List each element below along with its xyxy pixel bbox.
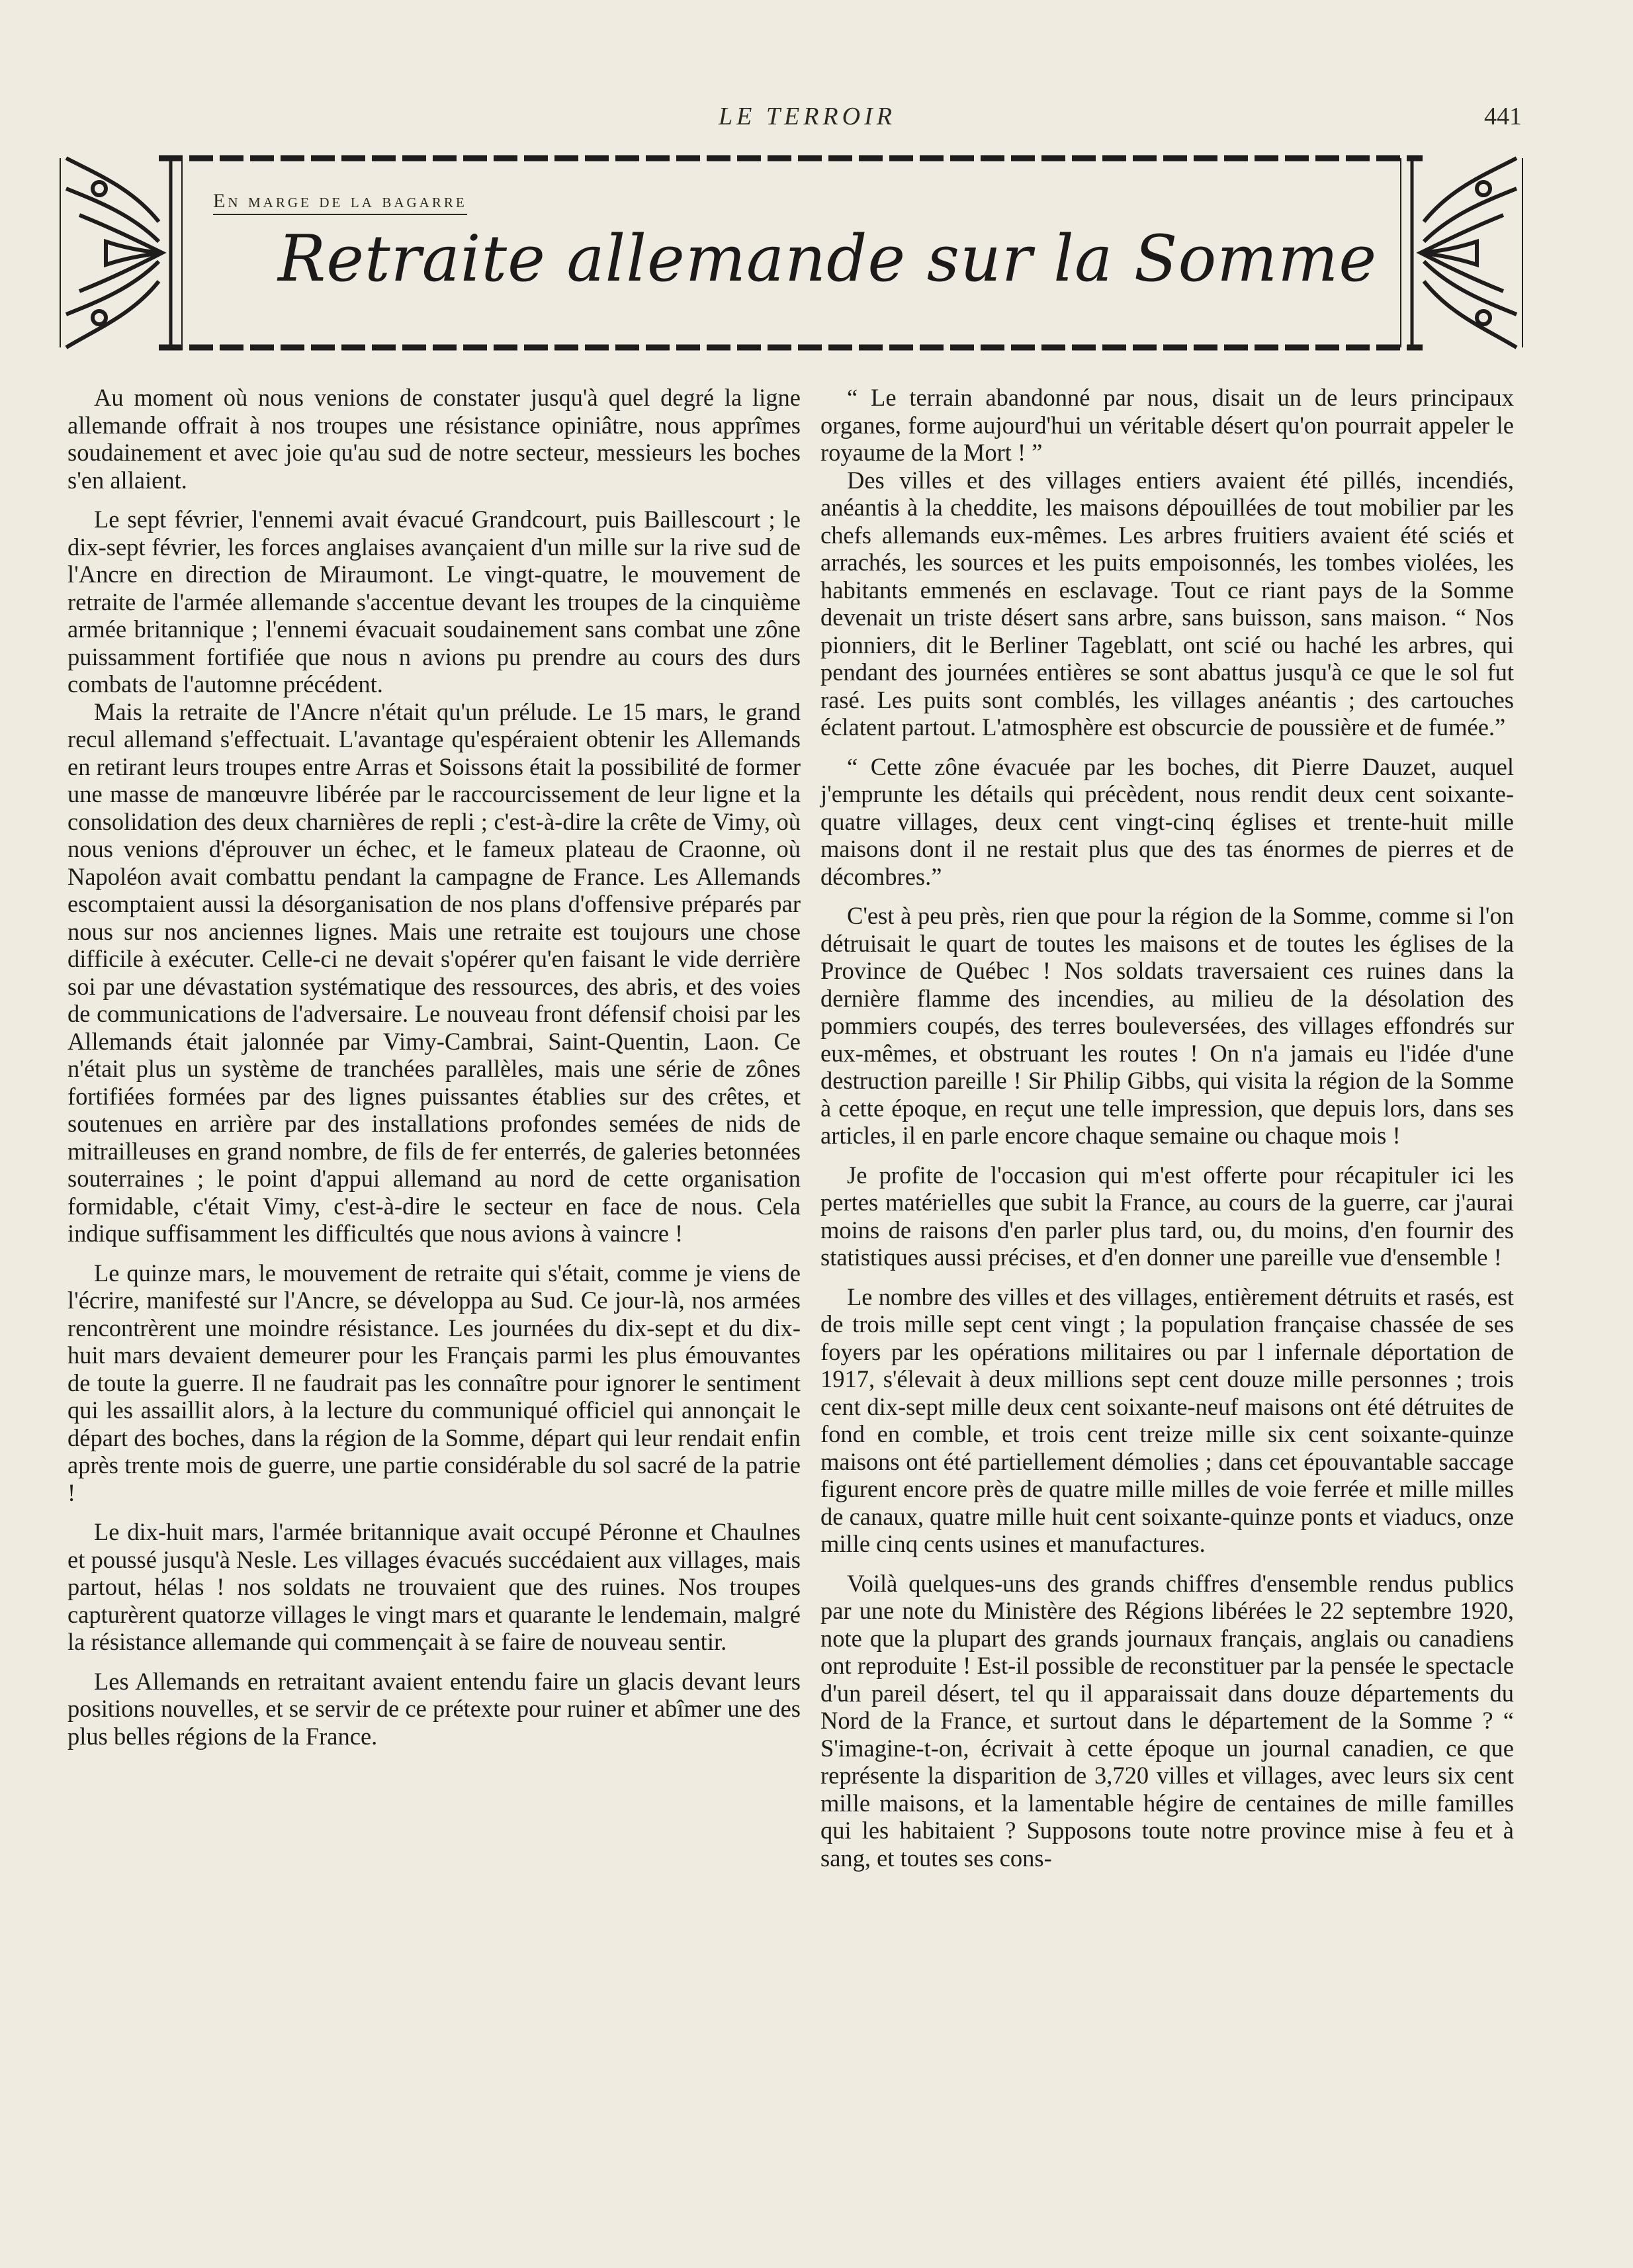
- paragraph: C'est à peu près, rien que pour la région de la Somme, comme si l'on détruisait le quart de toutes les maisons et de toutes les églises de la Province de Québec ! Nos soldats traversaient ces ruines dans la dernière flamme des incendies, au milieu de la désolation des pommiers coupés, des terres bouleversées, des villages effondrés sur eux-mêmes, et obstruant les routes ! On n'a jamais eu l'idée d'une destruction pareille ! Sir Philip Gibbs, qui visita la région de la Somme à cette époque, en reçut une telle impression, que depuis lors, dans ses articles, il en parle encore chaque semaine ou chaque mois !: [820, 902, 1514, 1149]
- running-title: LE TERROIR: [719, 103, 896, 130]
- paragraph: “ Cette zône évacuée par les boches, dit Pierre Dauzet, auquel j'emprunte les détails qui précèdent, nous rendit deux cent soixante-quatre villages, deux cent vingt-cinq églises et trente-huit mille maisons dont il ne restait plus que des tas énormes de pierres et de décombres.”: [820, 752, 1514, 890]
- paragraph: Le quinze mars, le mouvement de retraite qui s'était, comme je viens de l'écrire, manifesté sur l'Ancre, se développa au Sud. Ce jour-là, nos armées rencontrèrent une moindre résistance. Les journées du dix-sept et du dix-huit mars devaient demeurer pour les Français parmi les plus émouvantes de toute la guerre. Il ne faudrait pas les connaître pour ignorer le sentiment qui les assaillit alors, à la lecture du communiqué officiel qui annonçait le départ des boches, dans la région de la Somme, départ qui leur rendait enfin après trente mois de guerre, une partie considérable du sol sacré de la patrie !: [67, 1259, 801, 1506]
- paragraph: Mais la retraite de l'Ancre n'était qu'un prélude. Le 15 mars, le grand recul allemand s'effectuait. L'avantage qu'espéraient obtenir les Allemands en retirant leurs troupes entre Arras et Soissons était la possibilité de former une masse de manœuvre libérée par le raccourcissement de leur ligne et la consolidation des deux charnières de repli ; c'est-à-dire la crête de Vimy, où nous venions d'éprouver un échec, et le fameux plateau de Craonne, où Napoléon avait combattu pendant la campagne de France. Les Allemands escomptaient aussi la désorganisation de nos plans d'offensive préparés par nous sur nos anciennes lignes. Mais une retraite est toujours une chose difficile à exécuter. Celle-ci ne devait s'opérer qu'en faisant le vide derrière soi par une dévastation systématique des ressources, des abris, et des voies de communications de l'adversaire. Le nouveau front défensif choisi par les Allemands était jalonnée par Vimy-Cambrai, Saint-Quentin, Laon. Ce n'était plus un système de tranchées parallèles, mais une série de zônes fortifiées formées par des lignes puissantes établies sur des crêtes, et soutenues en arrière par des installations profondes semées de nids de mitrailleuses en grand nombre, de fils de fer enterrés, de galeries betonnées souterraines ; le point d'appui allemand au nord de cette organisation formidable, c'était Vimy, c'est-à-dire le secteur en face de nous. Cela indique suffisamment les difficultés que nous avions à vaincre !: [67, 698, 801, 1247]
- left-column: [67, 384, 801, 1762]
- paragraph: Des villes et des villages entiers avaient été pillés, incendiés, anéantis à la cheddite, les maisons dépouillées de tout mobilier par les chefs allemands eux-mêmes. Les arbres fruitiers avaient été sciés et arrachés, les sources et les puits empoisonnés, les tombes violées, les habitants emmenés en esclavage. Tout ce riant pays de la Somme devenait un triste désert sans arbre, sans buisson, sans maison. “ Nos pionniers, dit le Berliner Tageblatt, ont scié ou haché les arbres, qui pendant des journées entières se sont abattus jusqu'à ce que le sol fut rasé. Les puits sont comblés, les villages anéantis ; des cartouches éclatent partout. L'atmosphère est obscurcie de poussière et de fumée.”: [820, 466, 1514, 741]
- paragraph: Le nombre des villes et des villages, entièrement détruits et rasés, est de trois mille sept cent vingt ; la population française chassée de ses foyers par les opérations militaires ou par l infernale déportation de 1917, s'élevait à deux millions sept cent douze mille personnes ; trois cent dix-sept mille deux cent soixante-neuf maisons ont été détruites de fond en comble, et trois cent treize mille six cent soixante-quinze maisons ont été partiellement démolies ; dans cet épouvantable saccage figurent encore près de quatre mille milles de voie ferrée et mille milles de canaux, quatre mille huit cent soixante-quinze ponts et viaducs, onze mille cinq cents usines et manufactures.: [820, 1283, 1515, 1557]
- running-head: [0, 99, 1633, 139]
- page-number: 441: [1484, 103, 1522, 130]
- paragraph: “ Le terrain abandonné par nous, disait un de leurs principaux organes, forme aujourd'hui un véritable désert qu'on pourrait appeler le royaume de la Mort ! ”: [820, 384, 1514, 466]
- paragraph: Le sept février, l'ennemi avait évacué Grandcourt, puis Baillescourt ; le dix-sept février, les forces anglaises avançaient d'un mille sur la rive sud de l'Ancre en direction de Miraumont. Le vingt-quatre, le mouvement de retraite de l'armée allemande s'accentue devant les troupes de la cinquième armée britannique ; l'ennemi évacuait soudainement sans combat une zône puissamment fortifiée que nous n avions pu prendre au cours des durs combats de l'automne précédent.: [67, 506, 801, 698]
- left-leaf-ornament: [60, 158, 162, 347]
- right-leaf-ornament: [1421, 158, 1523, 347]
- article-title: Retraite allemande sur la Somme: [278, 222, 1378, 296]
- paragraph: Voilà quelques-uns des grands chiffres d'ensemble rendus publics par une note du Ministère des Régions libérées le 22 septembre 1920, note que la plupart des grands journaux français, anglais ou canadiens ont reproduite ! Est-il possible de reconstituer par la pensée le spectacle d'un pareil désert, tel qu il apparaissait dans douze départements du Nord de la France, et surtout dans le département de la Somme ? “ S'imagine-t-on, écrivait à cette époque un journal canadien, ce que représente la disparition de 3,720 villes et villages, avec leurs six cent mille maisons, et la lamentable hégire de centaines de mille familles qui les habitaient ? Supposons toute notre province mise à feu et à sang, et toutes ses cons-: [820, 1569, 1514, 1872]
- title-banner: [60, 149, 1523, 367]
- paragraph: Je profite de l'occasion qui m'est offerte pour récapituler ici les pertes matérielles que subit la France, au cours de la guerre, car j'aurai moins de raisons d'en parler plus tard, ou, du moins, d'en fournir des statistiques aussi précises, et d'en donner une pareille vue d'ensemble !: [820, 1161, 1514, 1271]
- right-column: [820, 384, 1514, 1883]
- paragraph: Le dix-huit mars, l'armée britannique avait occupé Péronne et Chaulnes et poussé jusqu'à Nesle. Les villages évacués succédaient aux villages, mais partout, hélas ! nos soldats ne trouvaient que des ruines. Nos troupes capturèrent quatorze villages le vingt mars et quarante le lendemain, malgré la résistance allemande qui commençait à se faire de nouveau sentir.: [67, 1518, 801, 1655]
- article-kicker: En marge de la bagarre: [213, 190, 467, 215]
- paragraph: Les Allemands en retraitant avaient entendu faire un glacis devant leurs positions nouvelles, et se servir de ce prétexte pour ruiner et abîmer une des plus belles régions de la France.: [67, 1667, 801, 1750]
- paragraph: Au moment où nous venions de constater jusqu'à quel degré la ligne allemande offrait à nos troupes une résistance opiniâtre, nous apprîmes soudainement et avec joie qu'au sud de notre secteur, messieurs les boches s'en allaient.: [67, 384, 801, 494]
